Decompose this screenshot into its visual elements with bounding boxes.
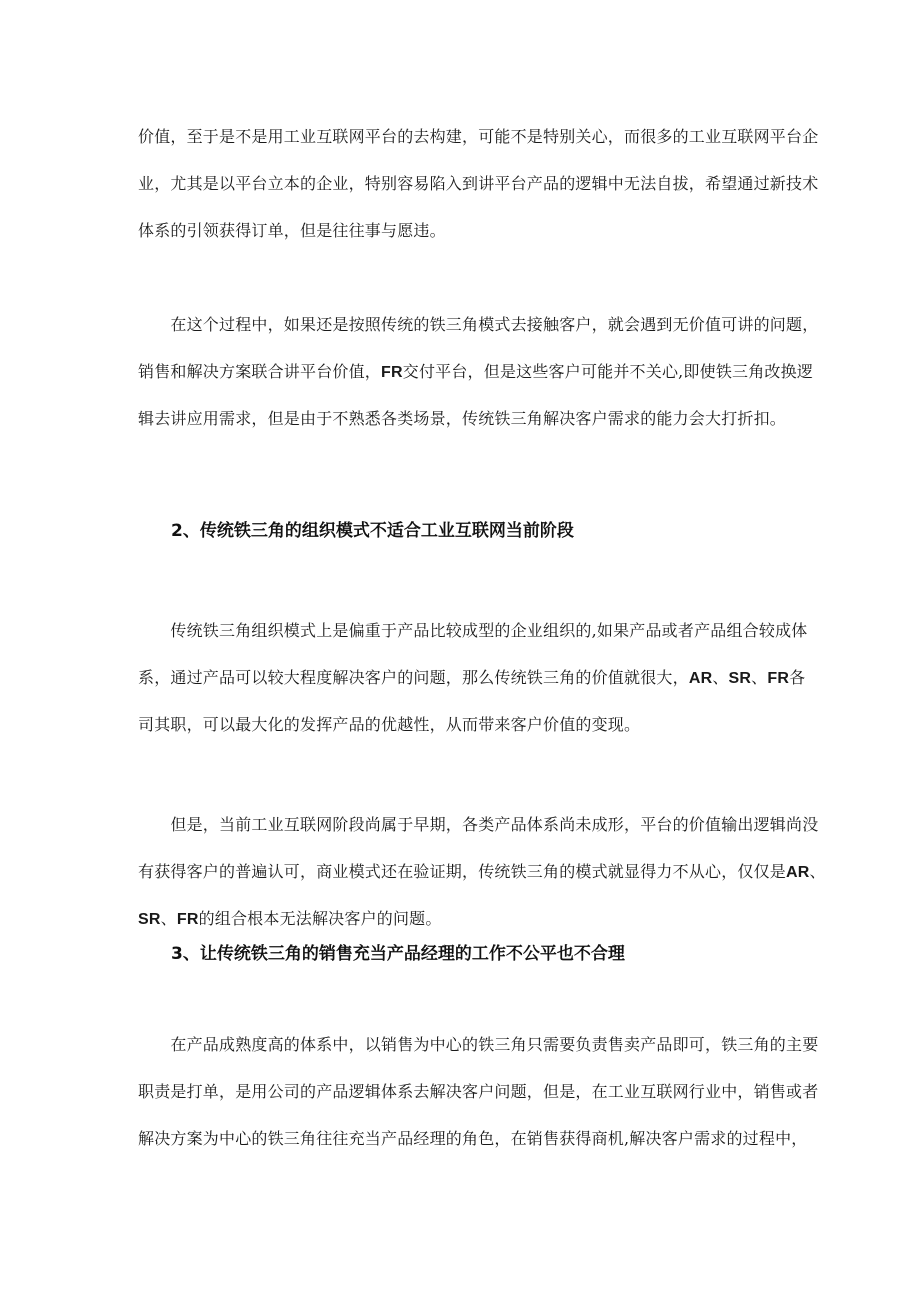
- paragraph-5: [138, 1021, 819, 1162]
- paragraph-line: SR、FR的组合根本无法解决客户的问题。: [138, 909, 442, 928]
- paragraph-line: 体系的引领获得订单，但是往往事与愿违。: [138, 221, 446, 240]
- abbreviation: FR: [767, 670, 790, 687]
- paragraph-line: 业，尤其是以平台立本的企业，特别容易陷入到讲平台产品的逻辑中无法自拔，希望通过新技术: [138, 174, 819, 193]
- paragraph-line: 辑去讲应用需求，但是由于不熟悉各类场景，传统铁三角解决客户需求的能力会大打折扣。: [138, 409, 787, 428]
- paragraph-line: 在这个过程中，如果还是按照传统的铁三角模式去接触客户，就会遇到无价值可讲的问题，: [138, 315, 819, 334]
- paragraph-1: [138, 113, 819, 254]
- paragraph-line: 系，通过产品可以较大程度解决客户的问题，那么传统铁三角的价值就很大，AR、SR、FR各: [138, 668, 806, 687]
- paragraph-line: 解决方案为中心的铁三角往往充当产品经理的角色，在销售获得商机,解决客户需求的过程中，: [138, 1129, 808, 1148]
- abbreviation: SR: [728, 670, 752, 687]
- paragraph-line: 但是，当前工业互联网阶段尚属于早期，各类产品体系尚未成形，平台的价值输出逻辑尚没: [138, 815, 819, 834]
- paragraph-2: [138, 301, 819, 442]
- paragraph-4: [138, 801, 826, 942]
- paragraph-line: 价值，至于是不是用工业互联网平台的去构建，可能不是特别关心，而很多的工业互联网平台企: [138, 127, 819, 146]
- abbreviation: SR: [138, 911, 161, 928]
- paragraph-line: 有获得客户的普遍认可，商业模式还在验证期，传统铁三角的模式就显得力不从心，仅仅是AR、: [138, 862, 826, 881]
- abbreviation: AR: [786, 864, 810, 881]
- abbreviation: FR: [381, 364, 403, 381]
- paragraph-line: 司其职，可以最大化的发挥产品的优越性，从而带来客户价值的变现。: [138, 715, 641, 734]
- paragraph-line: 职责是打单，是用公司的产品逻辑体系去解决客户问题，但是，在工业互联网行业中，销售或者: [138, 1082, 819, 1101]
- paragraph-3: [138, 607, 808, 748]
- paragraph-line: 销售和解决方案联合讲平台价值，FR交付平台，但是这些客户可能并不关心,即使铁三角改换逻: [138, 362, 814, 381]
- section-heading-2: 2、传统铁三角的组织模式不适合工业互联网当前阶段: [171, 521, 574, 541]
- abbreviation: AR: [688, 670, 713, 687]
- paragraph-line: 传统铁三角组织模式上是偏重于产品比较成型的企业组织的,如果产品或者产品组合较成体: [138, 621, 808, 640]
- paragraph-line: 在产品成熟度高的体系中，以销售为中心的铁三角只需要负责售卖产品即可，铁三角的主要: [138, 1035, 819, 1054]
- section-heading-3: 3、让传统铁三角的销售充当产品经理的工作不公平也不合理: [171, 944, 625, 964]
- abbreviation: FR: [176, 911, 199, 928]
